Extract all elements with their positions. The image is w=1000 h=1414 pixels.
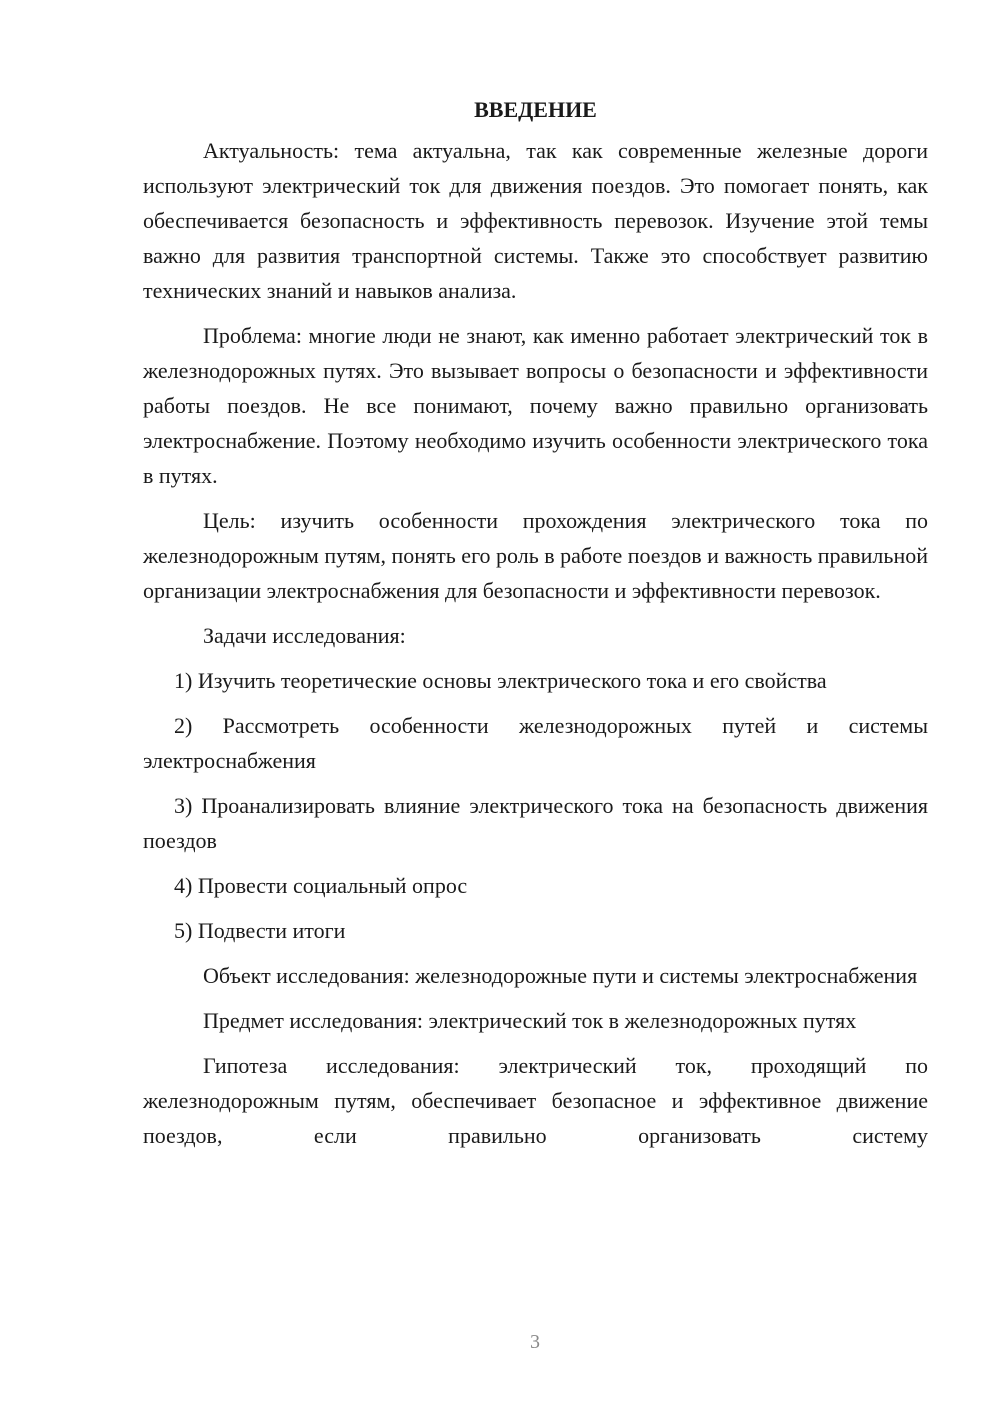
paragraph-object: Объект исследования: железнодорожные пути и системы электроснабжения bbox=[203, 963, 918, 988]
paragraph-problem: Проблема: многие люди не знают, как именно работает электрический ток в железнодорожных путях. Это вызывает вопросы о безопасности и эффективности работы поездов. Не все понимают, почему важно правильно организовать электроснабжение. Поэтому необходимо изучить особенности электрического тока в путях. bbox=[143, 323, 928, 488]
paragraph-hypothesis: Гипотеза исследования: электрический ток, проходящий по железнодорожным путям, обеспечивает безопасное и эффективное движение поездов, если правильно организовать систему bbox=[143, 1053, 928, 1148]
task-item-1: 1) Изучить теоретические основы электрического тока и его свойства bbox=[174, 668, 827, 693]
task-item-2: 2) Рассмотреть особенности железнодорожных путей и системы электроснабжения bbox=[143, 713, 928, 773]
task-item-5: 5) Подвести итоги bbox=[174, 918, 346, 943]
paragraph-subject: Предмет исследования: электрический ток в железнодорожных путях bbox=[203, 1008, 857, 1033]
paragraph-relevance: Актуальность: тема актуальна, так как современные железные дороги используют электрический ток для движения поездов. Это помогает понять, как обеспечивается безопасность и эффективность перевозок. Изучение этой темы важно для развития транспортной системы. Также это способствует развитию технических знаний и навыков анализа. bbox=[143, 138, 928, 303]
document-page bbox=[143, 92, 928, 1163]
page-title: ВВЕДЕНИЕ bbox=[474, 97, 597, 122]
task-item-3: 3) Проанализировать влияние электрического тока на безопасность движения поездов bbox=[143, 793, 928, 853]
paragraph-tasks-heading: Задачи исследования: bbox=[203, 623, 406, 648]
page-number: 3 bbox=[530, 1331, 540, 1353]
task-item-4: 4) Провести социальный опрос bbox=[174, 873, 468, 898]
paragraph-goal: Цель: изучить особенности прохождения электрического тока по железнодорожным путям, понять его роль в работе поездов и важность правильной организации электроснабжения для безопасности и эффективности перевозок. bbox=[143, 508, 928, 603]
